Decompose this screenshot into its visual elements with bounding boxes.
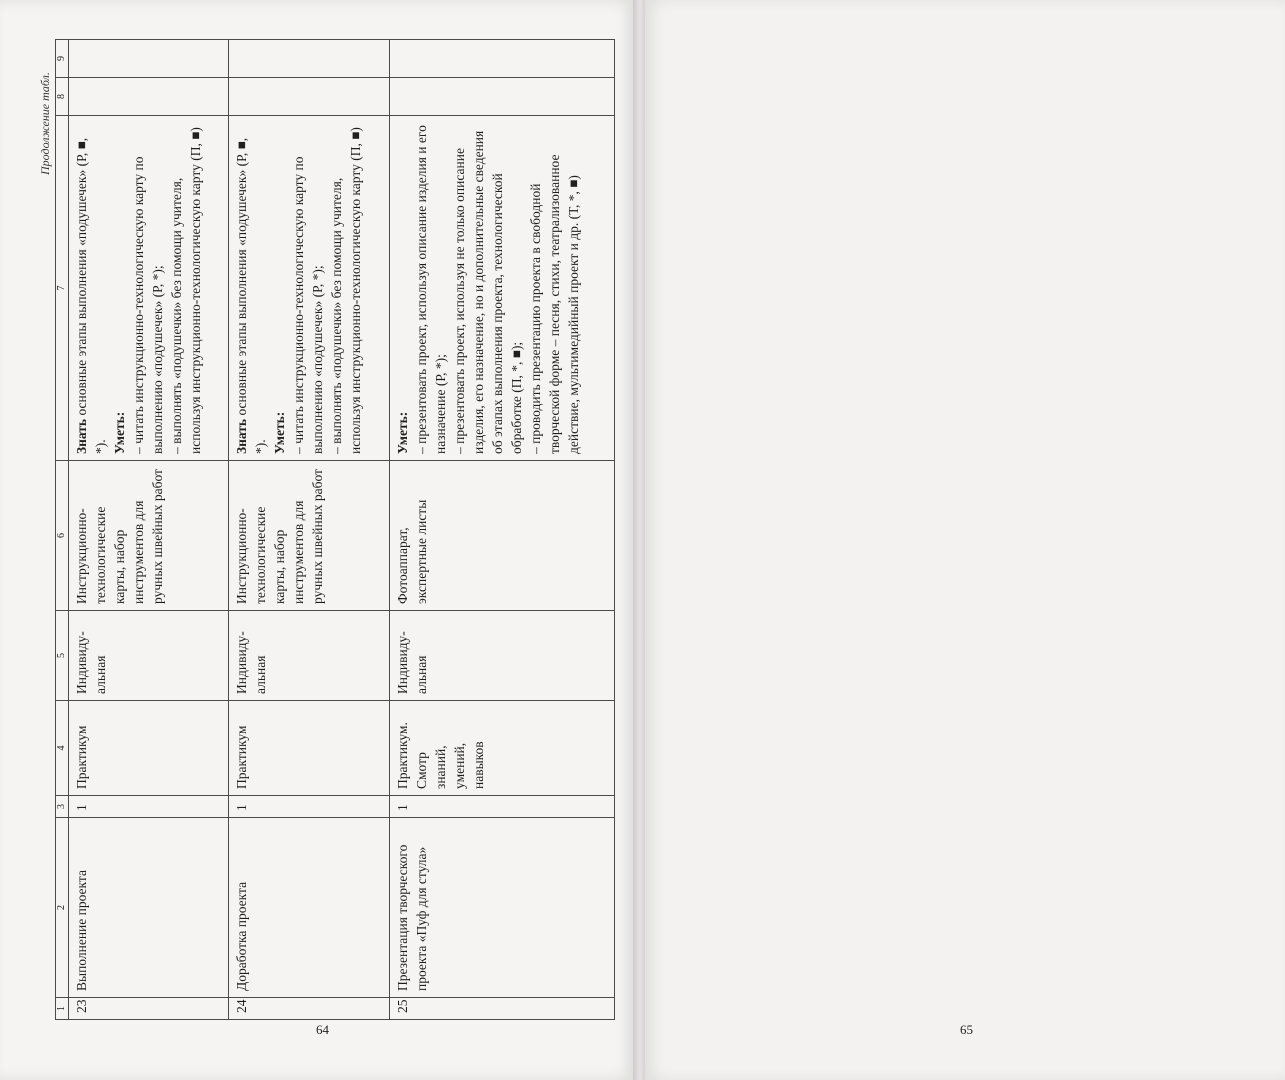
lesson-type: Практикум. Смотр знаний, умений, навыков	[389, 701, 615, 796]
work-form: Индивиду-альная	[229, 611, 389, 701]
know-text: основные этапы выполнения «подушечек» (Р, ■, *).	[74, 137, 108, 454]
page-number-left: 64	[316, 1022, 329, 1037]
lesson-topic: Презентация творческого проекта «Пуф для стула»	[389, 818, 615, 998]
lesson-hours: 1	[389, 796, 615, 818]
continuation-label: Продолжение табл.	[38, 72, 52, 175]
col-num: 2	[56, 818, 69, 998]
page-number-right: 65	[960, 1022, 973, 1037]
col-num: 8	[56, 78, 69, 116]
skill-item: – читать инструкционно-технологическую карту по выполнению «подушечек» (Р, *);	[131, 156, 165, 454]
lesson-type: Практикум	[229, 701, 389, 796]
lesson-topic: Доработка проекта	[229, 818, 389, 998]
work-form: Индивиду-альная	[69, 611, 229, 701]
skill-item: – выполнять «подушечки» без помощи учителя, используя инструкционно-технологическую карту (П, ■)	[169, 127, 203, 454]
skill-item: – презентовать проект, используя не только описание изделия, его назначение, но и дополнительные сведения об этапах выполнения проекта, технологической обработке (П, *, ■);	[451, 130, 524, 454]
learning-outcomes	[69, 116, 229, 461]
lesson-hours: 1	[69, 796, 229, 818]
col-num: 4	[56, 701, 69, 796]
column-number-row	[56, 40, 69, 1020]
col-num: 7	[56, 116, 69, 461]
work-form: Индивиду-альная	[389, 611, 615, 701]
table-row	[389, 40, 615, 1020]
table-left-rotated	[55, 40, 615, 1020]
lesson-type: Практикум	[69, 701, 229, 796]
col-num: 6	[56, 461, 69, 611]
equipment: Инструкционно-технологические карты, набор инструментов для ручных швейных работ	[69, 461, 229, 611]
col-num: 9	[56, 40, 69, 78]
left-page	[0, 0, 635, 1080]
empty-cell	[389, 40, 615, 78]
table-row	[229, 40, 389, 1020]
right-page	[645, 0, 1285, 1080]
skill-item: – читать инструкционно-технологическую карту по выполнению «подушечек» (Р, *);	[291, 156, 326, 454]
lesson-number: 25	[389, 998, 615, 1020]
skill-item: – презентовать проект, используя описание изделия и его назначение (Р, *);	[413, 125, 448, 454]
empty-cell	[69, 40, 229, 78]
learning-outcomes	[389, 116, 615, 461]
table-row	[69, 40, 229, 1020]
empty-cell	[389, 78, 615, 116]
lesson-number: 24	[229, 998, 389, 1020]
lesson-topic: Выполнение проекта	[69, 818, 229, 998]
lesson-hours: 1	[229, 796, 389, 818]
col-num: 1	[56, 998, 69, 1020]
skills-label: Уметь:	[112, 411, 127, 454]
skill-item: – проводить презентацию проекта в свободной творческой форме – песня, стихи, театрализованное действие, мультимедийный проект и др. (Т, *, ■)	[527, 154, 581, 454]
empty-cell	[229, 40, 389, 78]
col-num: 5	[56, 611, 69, 701]
skills-label: Уметь:	[272, 411, 288, 454]
lesson-number: 23	[69, 998, 229, 1020]
empty-cell	[229, 78, 389, 116]
skill-item: – выполнять «подушечки» без помощи учителя, используя инструкционно-технологическую карту (П, ■)	[329, 127, 364, 454]
learning-outcomes	[229, 116, 389, 461]
col-num: 3	[56, 796, 69, 818]
equipment: Фотоаппарат, экспертные листы	[389, 461, 615, 611]
skills-label: Уметь:	[394, 411, 410, 454]
know-text: основные этапы выполнения «подушечек» (Р, ■, *).	[234, 137, 269, 454]
curriculum-table-left	[55, 39, 615, 1020]
empty-cell	[69, 78, 229, 116]
know-label: Знать	[234, 418, 250, 454]
equipment: Инструкционно-технологические карты, набор инструментов для ручных швейных работ	[229, 461, 389, 611]
know-label: Знать	[74, 418, 89, 454]
